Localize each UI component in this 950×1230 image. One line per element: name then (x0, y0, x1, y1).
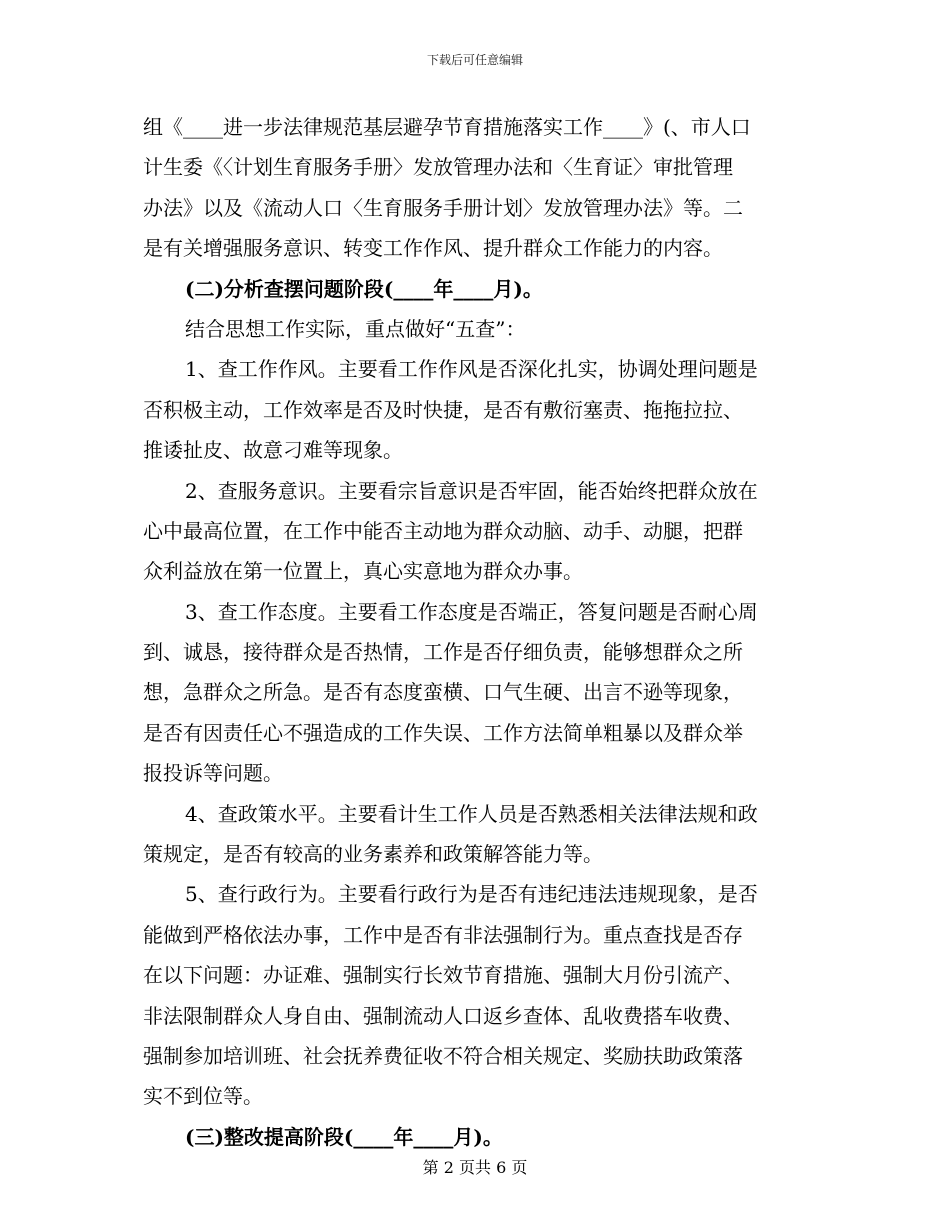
page-number: 第 2 页共 6 页 (422, 1158, 528, 1177)
section-heading: (二)分析查摆问题阶段(____年____月)。 (185, 276, 543, 301)
text-line: 1、查工作作风。主要看工作作风是否深化扎实，协调处理问题是 (185, 357, 758, 382)
text-line: 推诿扯皮、故意刁难等现象。 (143, 438, 403, 463)
text-line: 3、查工作态度。主要看工作态度是否端正，答复问题是否耐心周 (185, 599, 758, 624)
text-line: 众利益放在第一位置上，真心实意地为群众办事。 (143, 559, 583, 584)
text-line: 是有关增强服务意识、转变工作作风、提升群众工作能力的内容。 (143, 236, 723, 261)
text-line: 想，急群众之所急。是否有态度蛮横、口气生硬、出言不逊等现象， (143, 680, 743, 705)
text-line: 策规定，是否有较高的业务素养和政策解答能力等。 (143, 842, 603, 867)
section-heading: (三)整改提高阶段(____年____月)。 (185, 1124, 503, 1149)
text-line: 4、查政策水平。主要看计生工作人员是否熟悉相关法律法规和政 (185, 801, 758, 826)
text-line: 计生委《〈计划生育服务手册〉发放管理办法和〈生育证〉审批管理 (143, 155, 733, 180)
text-line: 在以下问题：办证难、强制实行长效节育措施、强制大月份引流产、 (143, 963, 743, 988)
document-body (143, 107, 807, 1157)
text-line: 5、查行政行为。主要看行政行为是否有违纪违法违规现象，是否 (185, 882, 758, 907)
page-footer (0, 1158, 950, 1178)
text-line: 否积极主动，工作效率是否及时快捷，是否有敷衍塞责、拖拖拉拉、 (143, 397, 743, 422)
text-line: 组《____进一步法律规范基层避孕节育措施落实工作____》(、市人口 (143, 115, 751, 139)
text-line: 是否有因责任心不强造成的工作失误、工作方法简单粗暴以及群众举 (143, 720, 743, 745)
text-line: 报投诉等问题。 (143, 761, 283, 786)
text-line: 强制参加培训班、社会抚养费征收不符合相关规定、奖励扶助政策落 (143, 1043, 743, 1068)
header-text: 下载后可任意编辑 (426, 53, 523, 67)
text-line: 到、诚恳，接待群众是否热情，工作是否仔细负责，能够想群众之所 (143, 640, 743, 665)
text-line: 能做到严格依法办事，工作中是否有非法强制行为。重点查找是否存 (143, 922, 743, 947)
text-line: 实不到位等。 (143, 1084, 263, 1109)
page-header (0, 52, 950, 68)
text-line: 2、查服务意识。主要看宗旨意识是否牢固，能否始终把群众放在 (185, 478, 758, 503)
text-line: 办法》以及《流动人口〈生育服务手册计划〉发放管理办法》等。二 (143, 195, 743, 220)
text-line: 非法限制群众人身自由、强制流动人口返乡查体、乱收费搭车收费、 (143, 1003, 743, 1028)
text-line: 结合思想工作实际，重点做好“五查”： (185, 316, 526, 341)
text-line: 心中最高位置，在工作中能否主动地为群众动脑、动手、动腿，把群 (143, 518, 743, 543)
